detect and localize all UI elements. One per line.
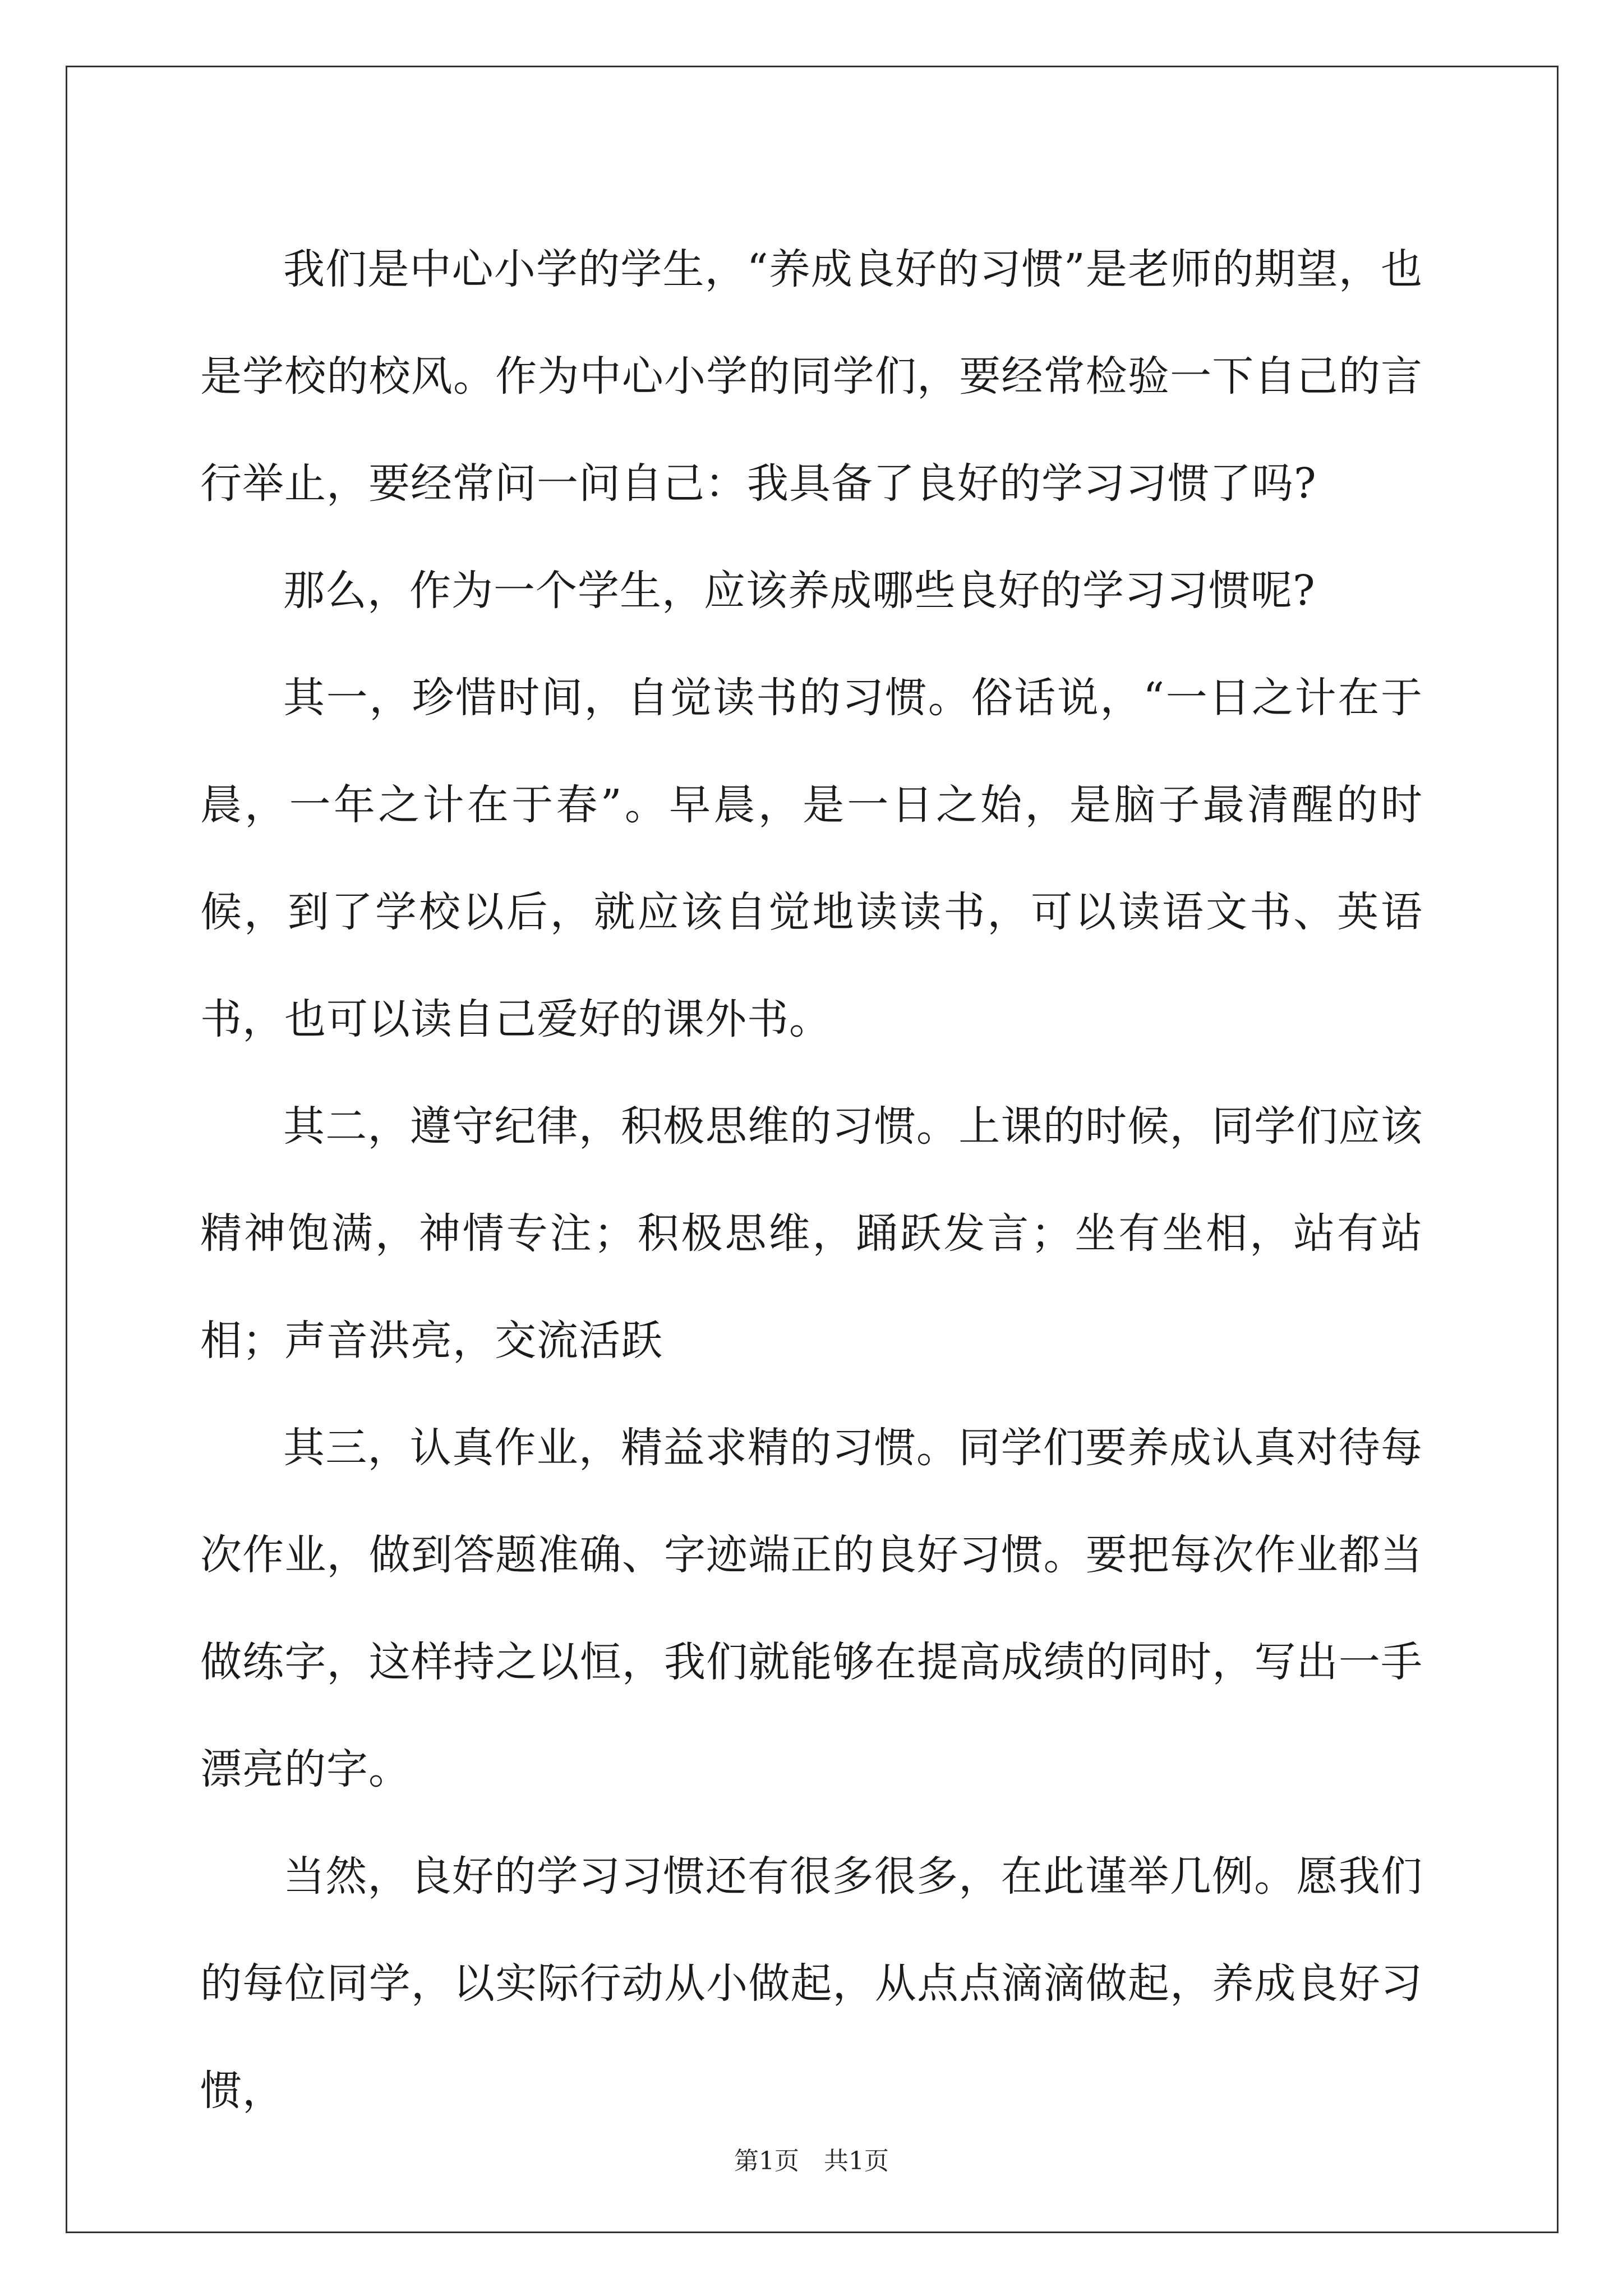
page-number: 第1页	[734, 2147, 799, 2175]
paragraph-3: 其一，珍惜时间，自觉读书的习惯。俗话说，“一日之计在于晨，一年之计在于春”。早晨，是一日之始，是脑子最清醒的时候，到了学校以后，就应该自觉地读读书，可以读语文书、英语书，也可以读自己爱好的课外书。	[200, 674, 1423, 1043]
paragraph-5: 其三，认真作业，精益求精的习惯。同学们要养成认真对待每次作业，做到答题准确、字迹端正的良好习惯。要把每次作业都当做练字，这样持之以恒，我们就能够在提高成绩的同时，写出一手漂亮的字。	[200, 1424, 1423, 1793]
paragraph-2: 那么，作为一个学生，应该养成哪些良好的学习习惯呢?	[283, 567, 1316, 615]
paragraph-4: 其二，遵守纪律，积极思维的习惯。上课的时候，同学们应该精神饱满，神情专注；积极思维，踊跃发言；坐有坐相，站有站相；声音洪亮，交流活跃	[200, 1102, 1423, 1365]
page-total: 共1页	[824, 2147, 889, 2175]
page-footer	[0, 2141, 1623, 2177]
document-body	[200, 216, 1423, 2145]
paragraph-1: 我们是中心小学的学生，“养成良好的习惯”是老师的期望，也是学校的校风。作为中心小学的同学们，要经常检验一下自己的言行举止，要经常问一问自己：我具备了良好的学习习惯了吗?	[200, 245, 1423, 508]
paragraph-6: 当然，良好的学习习惯还有很多很多，在此谨举几例。愿我们的每位同学，以实际行动从小做起，从点点滴滴做起，养成良好习惯，	[200, 1852, 1423, 2115]
